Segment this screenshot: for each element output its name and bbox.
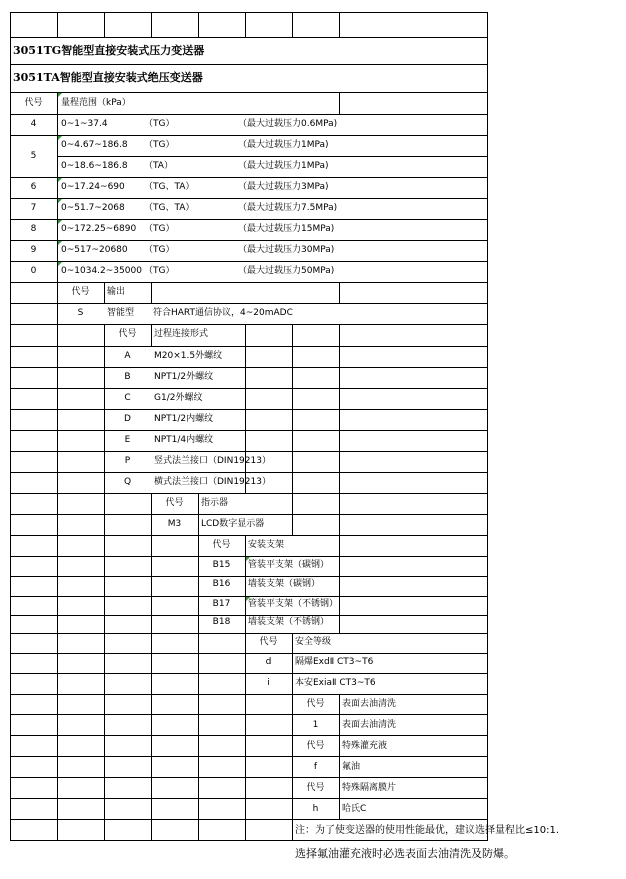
range-code: 4 <box>30 119 37 129</box>
range-value: 0~18.6~186.8 <box>61 161 128 171</box>
bracket-label: 墙装支架（碳钢） <box>248 579 321 589</box>
grid-line <box>10 409 487 410</box>
indicator-label: LCD数字显示器 <box>201 519 265 529</box>
indicator-code-header: 代号 <box>165 498 184 508</box>
grid-line <box>10 472 487 473</box>
bracket-header: 安装支架 <box>248 540 285 550</box>
grid-line <box>104 282 105 303</box>
grid-line <box>10 37 487 38</box>
range-type: （TG） <box>144 119 175 129</box>
option-label: 氟油 <box>342 762 361 772</box>
grid-line <box>104 12 105 37</box>
grid-line <box>245 324 246 493</box>
bracket-label: 管装平支架（碳钢） <box>248 560 330 570</box>
option-code: 代号 <box>306 783 325 793</box>
grid-line <box>198 493 199 535</box>
range-max-pressure: （最大过载压力7.5MPa) <box>238 203 338 213</box>
grid-line <box>10 346 487 347</box>
range-type: （TG、TA） <box>144 182 195 192</box>
bracket-code-header: 代号 <box>212 540 231 550</box>
range-value: 0~17.24~690 <box>61 182 125 192</box>
range-code: 0 <box>30 266 37 276</box>
grid-line <box>10 303 487 304</box>
connection-label: 横式法兰接口（DIN19213） <box>154 477 271 487</box>
connection-code: A <box>124 351 131 361</box>
grid-line <box>10 756 487 757</box>
range-code: 7 <box>30 203 37 213</box>
grid-line <box>339 535 340 633</box>
grid-line <box>339 282 340 303</box>
safety-code-header: 代号 <box>259 637 278 647</box>
range-type: （TG、TA） <box>144 203 195 213</box>
grid-line <box>198 12 199 37</box>
option-label: 表面去油清洗 <box>342 720 397 730</box>
grid-line <box>10 633 487 634</box>
safety-label: 本安ExiaⅡ CT3~T6 <box>295 678 376 688</box>
title-tg: 3051TG智能型直接安装式压力变送器 <box>13 44 205 57</box>
grid-line <box>10 694 487 695</box>
option-label: 特殊隔离膜片 <box>342 783 397 793</box>
range-value: 0~51.7~2068 <box>61 203 125 213</box>
grid-line <box>10 135 487 136</box>
grid-line <box>10 219 487 220</box>
grid-line <box>151 12 152 37</box>
connection-label: 竖式法兰接口（DIN19213） <box>154 456 271 466</box>
grid-line <box>10 324 487 325</box>
range-max-pressure: （最大过载压力30MPa) <box>238 245 335 255</box>
grid-line <box>292 324 293 493</box>
connection-label: G1/2外螺纹 <box>154 393 203 403</box>
grid-line <box>10 798 487 799</box>
indicator-header: 指示器 <box>201 498 229 508</box>
footnote-second: 选择氟油灌充液时必选表面去油清洗及防爆。 <box>295 847 515 860</box>
bracket-label: 管装平支架（不锈钢） <box>248 599 339 609</box>
range-header: 量程范围（kPa） <box>61 98 131 108</box>
grid-line <box>10 493 487 494</box>
output-code: S <box>77 308 84 318</box>
connection-code: Q <box>123 477 132 487</box>
grid-line <box>10 240 487 241</box>
option-code: 代号 <box>306 741 325 751</box>
grid-line <box>10 12 11 841</box>
connection-label: NPT1/2内螺纹 <box>154 414 214 424</box>
range-type: （TA） <box>144 161 173 171</box>
output-desc: 符合HART通信协议，4~20mADC <box>153 308 293 318</box>
bracket-code: B17 <box>212 599 231 609</box>
grid-line <box>339 92 340 114</box>
option-code: 1 <box>312 720 319 730</box>
grid-line <box>10 576 487 577</box>
grid-line <box>10 451 487 452</box>
range-max-pressure: （最大过载压力15MPa) <box>238 224 335 234</box>
range-max-pressure: （最大过载压力50MPa) <box>238 266 335 276</box>
grid-line <box>339 694 340 819</box>
connection-label: M20×1.5外螺纹 <box>154 351 223 361</box>
range-max-pressure: （最大过载压力1MPa) <box>238 140 329 150</box>
grid-line <box>57 156 487 157</box>
range-code: 8 <box>30 224 37 234</box>
grid-line <box>339 12 340 37</box>
cell-marker <box>58 93 62 97</box>
grid-line <box>151 282 152 303</box>
range-type: （TG） <box>144 245 175 255</box>
grid-line <box>10 840 487 841</box>
range-type: （TG） <box>144 140 175 150</box>
grid-line <box>10 64 487 65</box>
range-value: 0~1~37.4 <box>61 119 108 129</box>
safety-code: i <box>267 678 270 688</box>
footnote: 注：为了使变送器的使用性能最优，建议选择量程比≤10:1. <box>295 825 560 836</box>
range-type: （TG） <box>144 224 175 234</box>
grid-line <box>151 324 152 346</box>
connection-code-header: 代号 <box>118 329 137 339</box>
grid-line <box>151 493 152 841</box>
range-code: 6 <box>30 182 37 192</box>
bracket-code: B18 <box>212 617 231 627</box>
grid-line <box>245 12 246 37</box>
connection-code: C <box>124 393 131 403</box>
safety-code: d <box>265 657 272 667</box>
connection-code: E <box>124 435 131 445</box>
grid-line <box>10 388 487 389</box>
connection-label: NPT1/2外螺纹 <box>154 372 214 382</box>
grid-line <box>10 777 487 778</box>
grid-line <box>57 92 58 282</box>
connection-code: P <box>124 456 131 466</box>
grid-line <box>10 261 487 262</box>
grid-line <box>10 615 487 616</box>
grid-line <box>10 12 487 13</box>
range-max-pressure: （最大过载压力3MPa) <box>238 182 329 192</box>
grid-line <box>57 12 58 37</box>
title-ta: 3051TA智能型直接安装式绝压变送器 <box>13 71 203 84</box>
range-max-pressure: （最大过载压力0.6MPa) <box>238 119 338 129</box>
grid-line <box>339 324 340 493</box>
option-label: 特殊灌充液 <box>342 741 388 751</box>
grid-line <box>245 535 246 633</box>
output-header: 输出 <box>107 287 126 297</box>
safety-header: 安全等级 <box>295 637 332 647</box>
option-code: 代号 <box>306 699 325 709</box>
bracket-label: 墙装支架（不锈钢） <box>248 617 330 627</box>
option-code: f <box>313 762 318 772</box>
grid-line <box>10 198 487 199</box>
indicator-code: M3 <box>167 519 182 529</box>
bracket-code: B15 <box>212 560 231 570</box>
option-label: 表面去油清洗 <box>342 699 397 709</box>
bracket-code: B16 <box>212 579 231 589</box>
grid-line <box>10 114 487 115</box>
connection-label: NPT1/4内螺纹 <box>154 435 214 445</box>
option-label: 哈氏C <box>342 804 367 814</box>
range-value: 0~1034.2~35000 <box>61 266 142 276</box>
range-value: 0~517~20680 <box>61 245 128 255</box>
range-type: （TG） <box>144 266 175 276</box>
connection-code: B <box>124 372 131 382</box>
output-type: 智能型 <box>107 308 135 318</box>
grid-line <box>10 430 487 431</box>
connection-code: D <box>124 414 131 424</box>
grid-line <box>10 735 487 736</box>
range-max-pressure: （最大过载压力1MPa) <box>238 161 329 171</box>
grid-line <box>10 514 487 515</box>
grid-line <box>10 673 487 674</box>
grid-line <box>487 12 488 841</box>
grid-line <box>10 653 487 654</box>
grid-line <box>10 177 487 178</box>
grid-line <box>10 92 487 93</box>
safety-label: 隔爆ExdⅡ CT3~T6 <box>295 657 374 667</box>
grid-line <box>292 12 293 37</box>
option-code: h <box>312 804 319 814</box>
range-value: 0~4.67~186.8 <box>61 140 128 150</box>
connection-header: 过程连接形式 <box>154 329 209 339</box>
grid-line <box>10 819 487 820</box>
output-code-header: 代号 <box>71 287 90 297</box>
range-code: 9 <box>30 245 37 255</box>
grid-line <box>57 282 58 841</box>
grid-line <box>10 282 487 283</box>
grid-line <box>292 493 293 535</box>
range-code-header: 代号 <box>24 98 43 108</box>
range-value: 0~172.25~6890 <box>61 224 137 234</box>
range-code: 5 <box>30 151 37 161</box>
grid-line <box>10 714 487 715</box>
grid-line <box>10 367 487 368</box>
grid-line <box>10 535 487 536</box>
grid-line <box>339 493 340 535</box>
